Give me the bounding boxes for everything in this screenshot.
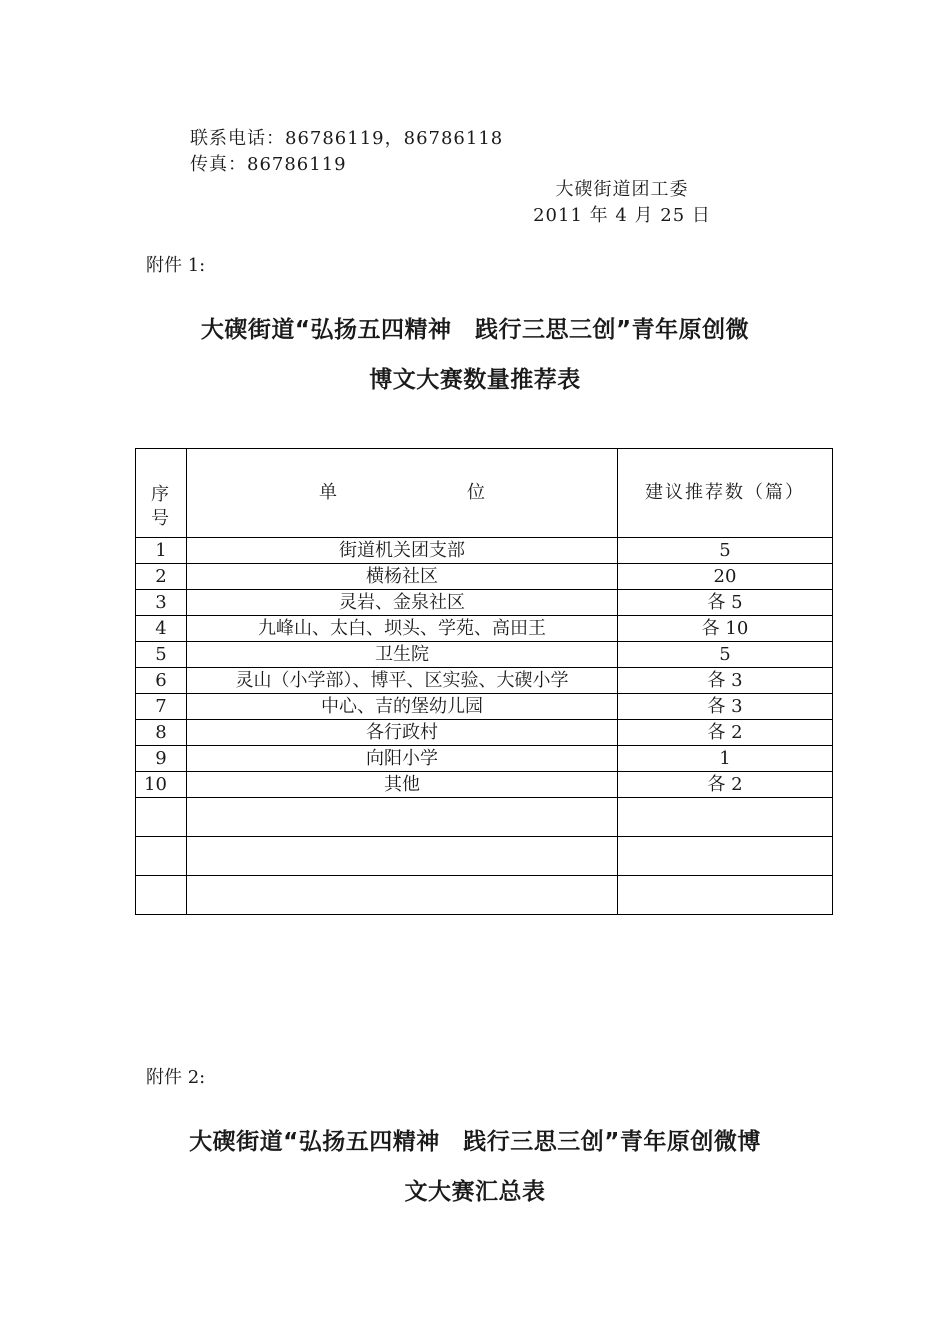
- empty-cell: [618, 837, 833, 876]
- empty-cell: [136, 837, 187, 876]
- table-row: [136, 694, 833, 720]
- row-seq: 8: [136, 720, 187, 746]
- row-seq: 1: [136, 538, 187, 564]
- table-row: [136, 720, 833, 746]
- empty-cell: [136, 798, 187, 837]
- row-unit: 灵山（小学部）、博平、区实验、大碶小学: [187, 668, 618, 694]
- empty-cell: [618, 876, 833, 915]
- table-row-empty: [136, 837, 833, 876]
- row-count: 5: [618, 642, 833, 668]
- table-row: [136, 590, 833, 616]
- row-seq: 4: [136, 616, 187, 642]
- row-unit: 向阳小学: [187, 746, 618, 772]
- attachment2-label: 附件 2:: [146, 1067, 206, 1088]
- empty-cell: [187, 798, 618, 837]
- signature-date: 2011 年 4 月 25 日: [533, 205, 711, 226]
- row-count: 各 5: [618, 590, 833, 616]
- row-seq: 5: [136, 642, 187, 668]
- row-unit: 其他: [187, 772, 618, 798]
- row-count: 各 2: [618, 720, 833, 746]
- row-count: 各 3: [618, 668, 833, 694]
- row-seq: 10: [136, 772, 187, 798]
- row-unit: 各行政村: [187, 720, 618, 746]
- row-count: 5: [618, 538, 833, 564]
- recommendation-table: [135, 448, 833, 915]
- row-count: 各 10: [618, 616, 833, 642]
- row-seq: 2: [136, 564, 187, 590]
- row-seq: 9: [136, 746, 187, 772]
- attachment2-title-line1: 大碶街道“弘扬五四精神 践行三思三创”青年原创微博: [189, 1129, 761, 1155]
- row-seq: 6: [136, 668, 187, 694]
- header-seq-cell: [136, 449, 187, 538]
- row-count: 20: [618, 564, 833, 590]
- header-count: 建议推荐数（篇）: [645, 482, 805, 503]
- empty-cell: [187, 876, 618, 915]
- signature-org: 大碶街道团工委: [555, 179, 689, 200]
- attachment2-title-line2: 文大赛汇总表: [404, 1179, 546, 1205]
- contact-phone: 联系电话：86786119，86786118: [190, 128, 504, 149]
- table-row-empty: [136, 876, 833, 915]
- table-row: [136, 616, 833, 642]
- row-unit: 灵岩、金泉社区: [187, 590, 618, 616]
- header-unit-cell: [187, 449, 618, 538]
- table-row: [136, 668, 833, 694]
- table-header-row: [136, 449, 833, 538]
- table-row: [136, 538, 833, 564]
- row-seq: 3: [136, 590, 187, 616]
- header-count-cell: [618, 449, 833, 538]
- empty-cell: [136, 876, 187, 915]
- row-unit: 卫生院: [187, 642, 618, 668]
- attachment1-label: 附件 1:: [146, 255, 206, 276]
- attachment1-title-line2: 博文大赛数量推荐表: [369, 367, 581, 393]
- row-count: 各 3: [618, 694, 833, 720]
- header-unit: 单位: [319, 482, 615, 503]
- table-row-empty: [136, 798, 833, 837]
- table-row: [136, 564, 833, 590]
- attachment1-title-line1: 大碶街道“弘扬五四精神 践行三思三创”青年原创微: [200, 317, 750, 343]
- empty-cell: [187, 837, 618, 876]
- empty-cell: [618, 798, 833, 837]
- row-unit: 中心、吉的堡幼儿园: [187, 694, 618, 720]
- row-seq: 7: [136, 694, 187, 720]
- table-row: [136, 772, 833, 798]
- contact-fax: 传真：86786119: [190, 154, 347, 175]
- header-seq: 序号: [151, 484, 169, 529]
- table-row: [136, 746, 833, 772]
- row-count: 各 2: [618, 772, 833, 798]
- row-unit: 九峰山、太白、坝头、学苑、高田王: [187, 616, 618, 642]
- table-row: [136, 642, 833, 668]
- row-count: 1: [618, 746, 833, 772]
- row-unit: 街道机关团支部: [187, 538, 618, 564]
- row-unit: 横杨社区: [187, 564, 618, 590]
